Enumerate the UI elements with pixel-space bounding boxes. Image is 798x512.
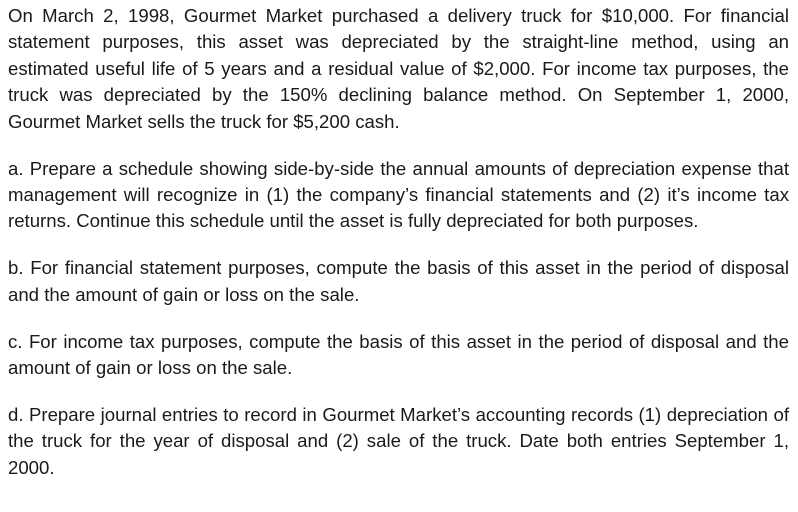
problem-intro: On March 2, 1998, Gourmet Market purchased a delivery truck for $10,000. For financial statement purposes, this asset was depreciated by the straight-line method, using an estimated useful life of 5 years and a residual value of $2,000. For income tax purposes, the truck was depreciated by the 150% declining balance method. On September 1, 2000, Gourmet Market sells the truck for $5,200 cash. [8, 5, 789, 132]
part-d-question: d. Prepare journal entries to record in Gourmet Market’s accounting records (1) depreciation of the truck for the year of disposal and (2) sale of the truck. Date both entries September 1, 2000. [8, 403, 789, 478]
part-b-question: b. For financial statement purposes, compute the basis of this asset in the period of disposal and the amount of gain or loss on the sale. [8, 257, 789, 305]
part-a-question: a. Prepare a schedule showing side-by-side the annual amounts of depreciation expense that management will recognize in (1) the company’s financial statements and (2) it’s income tax returns. Continue this schedule until the asset is fully depreciated for both purposes. [8, 157, 789, 232]
problem-text [8, 3, 789, 481]
part-c-question: c. For income tax purposes, compute the basis of this asset in the period of disposal and the amount of gain or loss on the sale. [8, 330, 789, 378]
